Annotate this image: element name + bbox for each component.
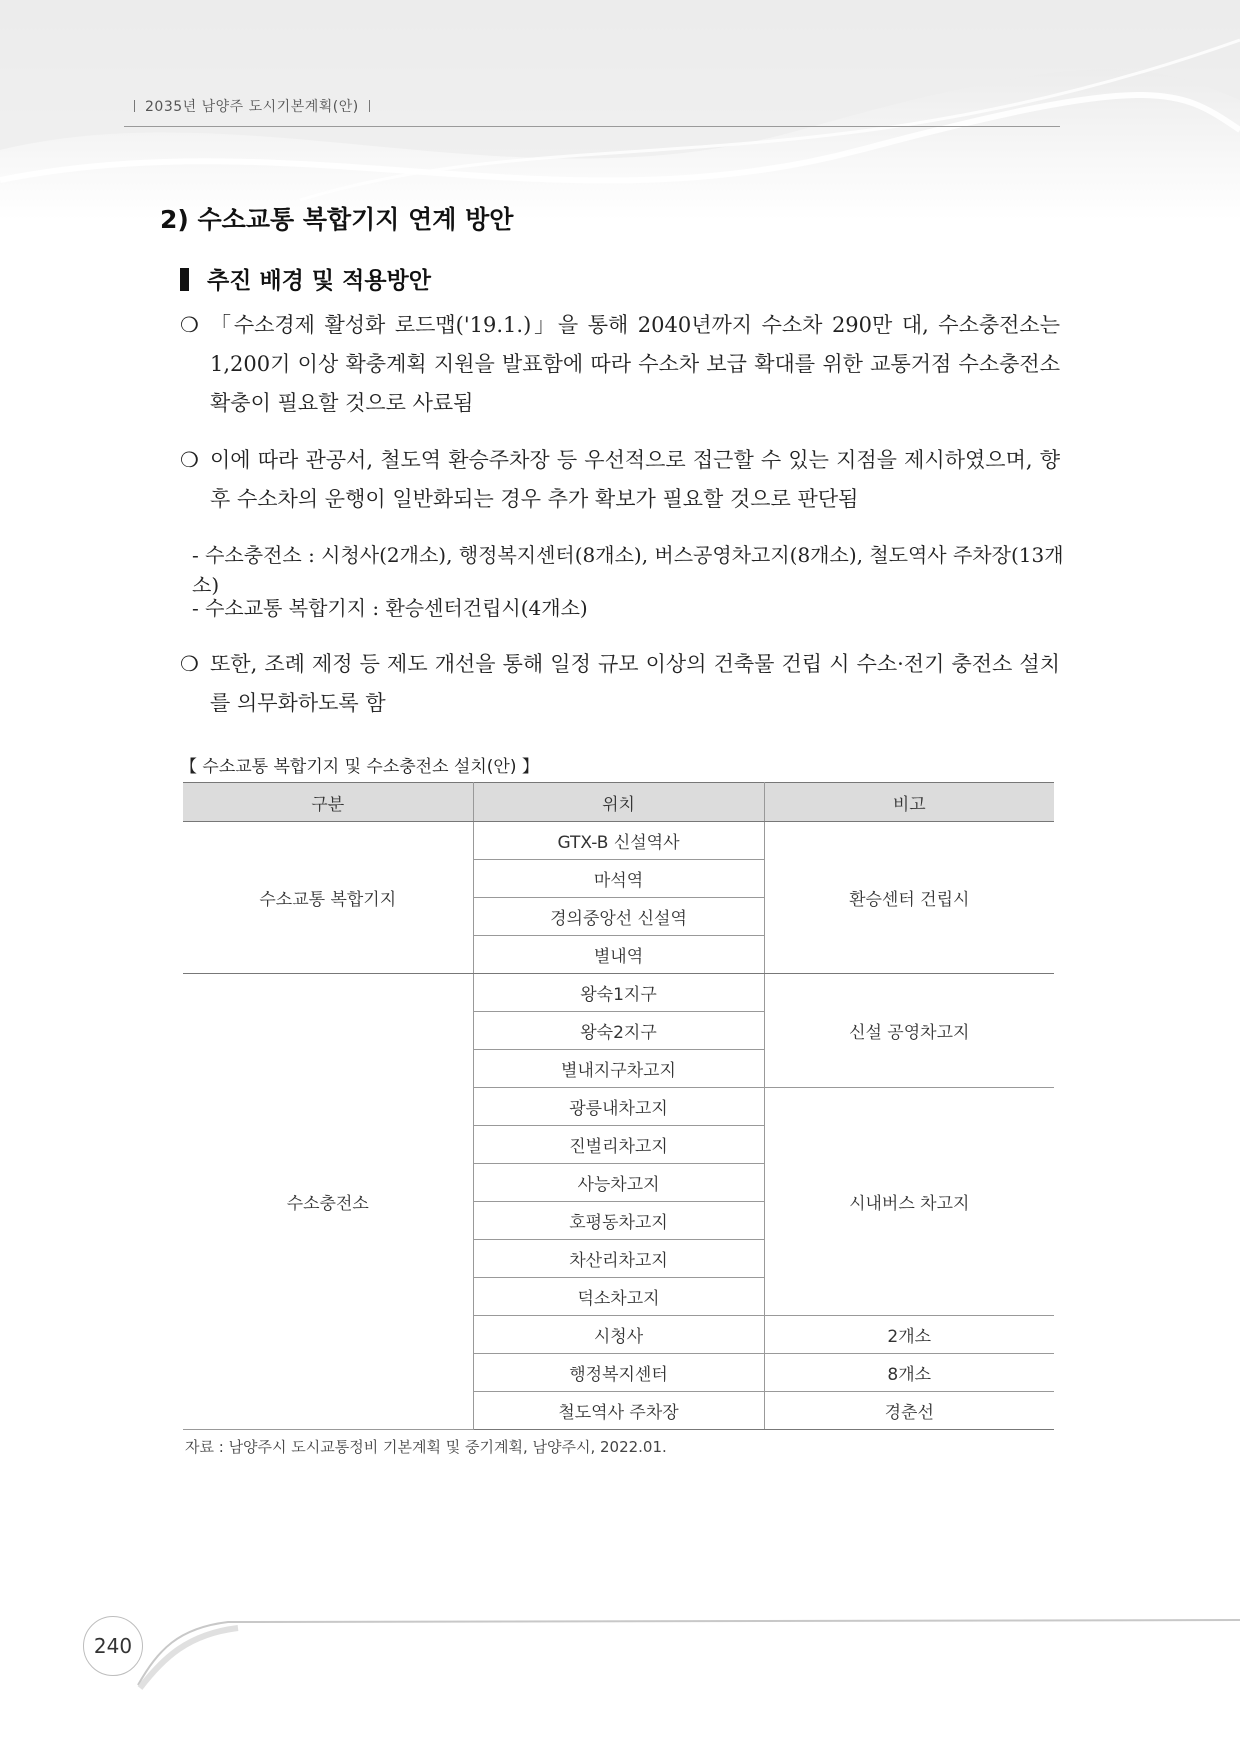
- dash-item-2: - 수소교통 복합기지 : 환승센터건립시(4개소): [192, 596, 588, 620]
- table-row: [183, 974, 1054, 1012]
- header-text: 2035년 남양주 도시기본계획(안): [145, 99, 359, 115]
- note-cell: 시내버스 차고지: [764, 1088, 1054, 1316]
- location-cell: 경의중앙선 신설역: [473, 898, 764, 936]
- page-number: 240: [83, 1616, 143, 1676]
- header-category: 구분: [183, 783, 473, 822]
- paragraph-3: [180, 645, 1060, 723]
- location-cell: 광릉내차고지: [473, 1088, 764, 1126]
- location-cell: 덕소차고지: [473, 1278, 764, 1316]
- table-caption: 【 수소교통 복합기지 및 수소충전소 설치(안) 】: [180, 757, 539, 777]
- location-cell: 왕숙1지구: [473, 974, 764, 1012]
- paragraph-3-text: 또한, 조례 제정 등 제도 개선을 통해 일정 규모 이상의 건축물 건립 시 수소·전기 충전소 설치를 의무화하도록 함: [210, 652, 1060, 715]
- header-note: 비고: [764, 783, 1054, 822]
- category-cell: 수소교통 복합기지: [183, 822, 473, 974]
- circle-bullet-icon: ❍: [180, 652, 199, 676]
- paragraph-2-text: 이에 따라 관공서, 철도역 환승주차장 등 우선적으로 접근할 수 있는 지점을 제시하였으며, 향후 수소차의 운행이 일반화되는 경우 추가 확보가 필요할 것으로 판단됨: [210, 448, 1060, 511]
- location-cell: 별내지구차고지: [473, 1050, 764, 1088]
- paragraph-1-text: 「수소경제 활성화 로드맵('19.1.)」을 통해 2040년까지 수소차 290만 대, 수소충전소는 1,200기 이상 확충계획 지원을 발표함에 따라 수소차 보급 확대를 위한 교통거점 수소충전소 확충이 필요할 것으로 사료됨: [210, 313, 1060, 415]
- square-bullet-icon: [180, 268, 189, 291]
- location-cell: 행정복지센터: [473, 1354, 764, 1392]
- dash-item-1: - 수소충전소 : 시청사(2개소), 행정복지센터(8개소), 버스공영차고지(8개소), 철도역사 주차장(13개소): [192, 543, 1064, 597]
- location-cell: 마석역: [473, 860, 764, 898]
- location-cell: GTX-B 신설역사: [473, 822, 764, 860]
- header-divider-left: [134, 100, 135, 112]
- note-cell: 환승센터 건립시: [764, 822, 1054, 974]
- note-cell: 신설 공영차고지: [764, 974, 1054, 1088]
- location-cell: 시청사: [473, 1316, 764, 1354]
- paragraph-2: [180, 441, 1060, 519]
- circle-bullet-icon: ❍: [180, 448, 199, 472]
- table-source: 자료 : 남양주시 도시교통정비 기본계획 및 중기계획, 남양주시, 2022.01.: [185, 1438, 667, 1456]
- table-row: [183, 822, 1054, 860]
- section-title: 2) 수소교통 복합기지 연계 방안: [160, 205, 514, 234]
- location-cell: 차산리차고지: [473, 1240, 764, 1278]
- installation-table: [183, 782, 1054, 1430]
- category-cell: 수소충전소: [183, 974, 473, 1430]
- location-cell: 별내역: [473, 936, 764, 974]
- table-header-row: [183, 783, 1054, 822]
- location-cell: 호평동차고지: [473, 1202, 764, 1240]
- sub-title-text: 추진 배경 및 적용방안: [207, 268, 431, 294]
- note-cell: 2개소: [764, 1316, 1054, 1354]
- note-cell: 8개소: [764, 1354, 1054, 1392]
- location-cell: 사능차고지: [473, 1164, 764, 1202]
- sub-title: [180, 262, 431, 295]
- page-header: [124, 96, 1060, 127]
- header-location: 위치: [473, 783, 764, 822]
- location-cell: 왕숙2지구: [473, 1012, 764, 1050]
- note-cell: 경춘선: [764, 1392, 1054, 1430]
- footer-swoosh-decoration: [78, 1610, 1240, 1690]
- location-cell: 철도역사 주차장: [473, 1392, 764, 1430]
- paragraph-1: [180, 306, 1060, 423]
- header-divider-right: [369, 100, 370, 112]
- circle-bullet-icon: ❍: [180, 313, 199, 337]
- location-cell: 진벌리차고지: [473, 1126, 764, 1164]
